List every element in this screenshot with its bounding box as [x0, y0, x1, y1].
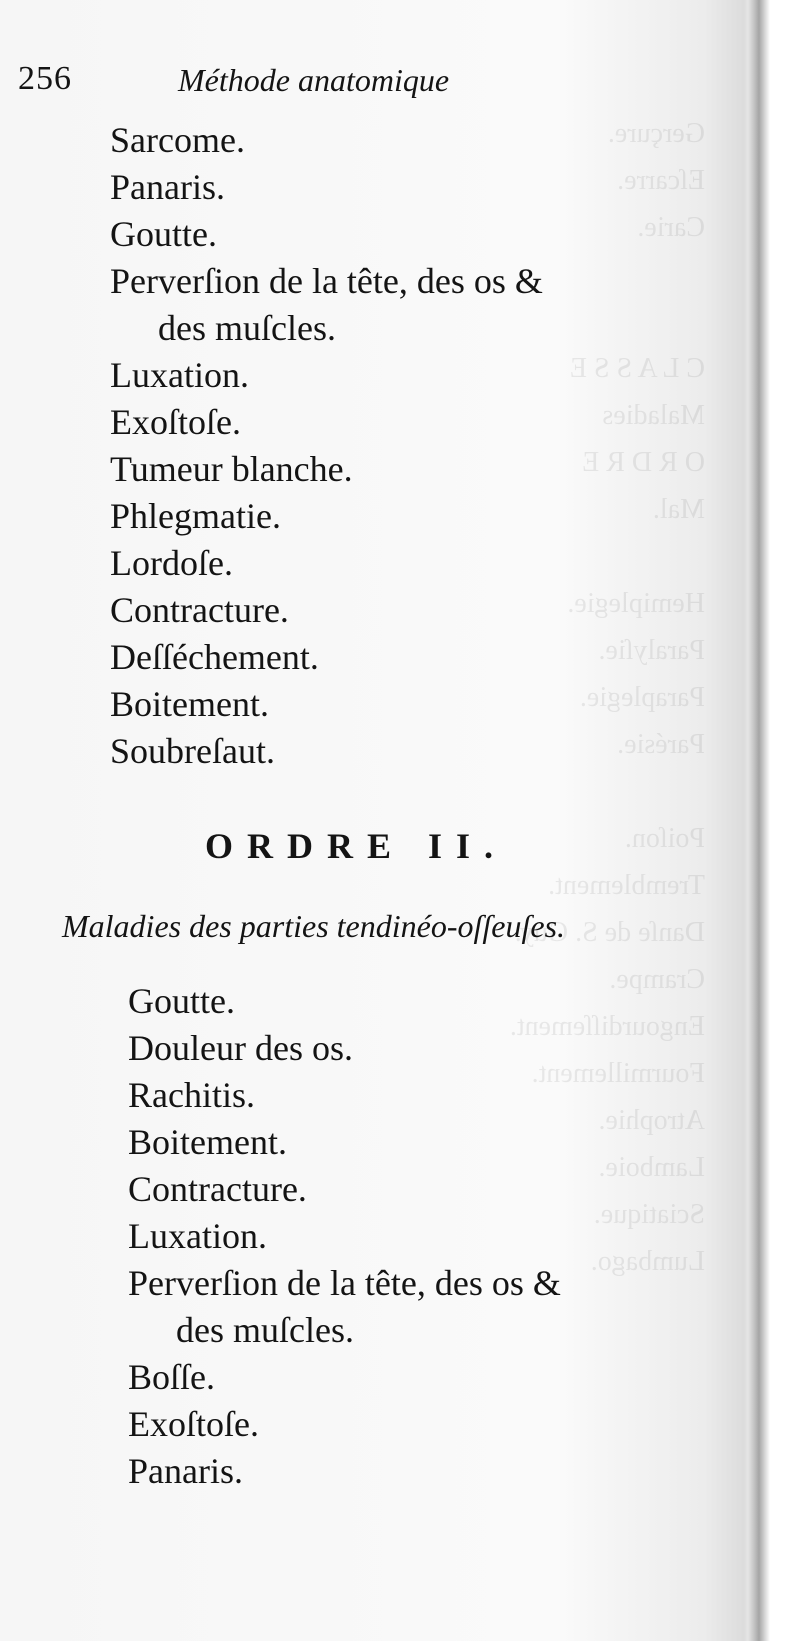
section-subtitle: Maladies des parties tendinéo-oſſeuſes. [62, 908, 566, 944]
list-item: Boitement. [128, 1122, 287, 1162]
list-item: Tumeur blanche. [110, 449, 353, 489]
show-through-text: Gerçure. Eſcarre. Carie. C L A S S E Maladies O R D R E Mal. Hemiplegie. Paralyſie. Paraplegie. Parésie. Poiſon. Tremblement. Danſe de S. Guy. Crampe. Engourdiſſement. Fourmillement. Atrophie. Lamboie. Sciatique. Lumbago. [509, 118, 705, 1277]
list-item: Contracture. [128, 1169, 307, 1209]
list-item: Douleur des os. [128, 1028, 353, 1068]
section-heading-ordre-ii: ORDRE II. [205, 826, 508, 866]
list-item: Luxation. [110, 355, 249, 395]
list-item: Exoſtoſe. [128, 1404, 259, 1444]
list-item: Boſſe. [128, 1357, 215, 1397]
disease-list-ordre-i [110, 117, 543, 775]
page-number: 256 [18, 60, 72, 97]
list-item: Rachitis. [128, 1075, 255, 1115]
list-item: Deſſéchement. [110, 637, 319, 677]
list-item: Boitement. [110, 684, 269, 724]
page-edge-shadow [748, 0, 770, 1641]
list-item: Soubreſaut. [110, 731, 275, 771]
list-item: Goutte. [128, 981, 235, 1021]
list-item: Sarcome. [110, 120, 245, 160]
list-item: Contracture. [110, 590, 289, 630]
list-item: Goutte. [110, 214, 217, 254]
disease-list-ordre-ii [128, 978, 561, 1495]
list-item: Phlegmatie. [110, 496, 281, 536]
running-title: Méthode anatomique [178, 62, 450, 98]
list-item: Lordoſe. [110, 543, 233, 583]
list-item-continuation: des muſcles. [176, 1310, 354, 1350]
page-header [18, 60, 718, 100]
list-item: Perverſion de la tête, des os & [110, 261, 543, 301]
list-item: Panaris. [128, 1451, 243, 1491]
list-item: Exoſtoſe. [110, 402, 241, 442]
list-item: Luxation. [128, 1216, 267, 1256]
list-item: Panaris. [110, 167, 225, 207]
list-item-continuation: des muſcles. [158, 308, 336, 348]
list-item: Perverſion de la tête, des os & [128, 1263, 561, 1303]
